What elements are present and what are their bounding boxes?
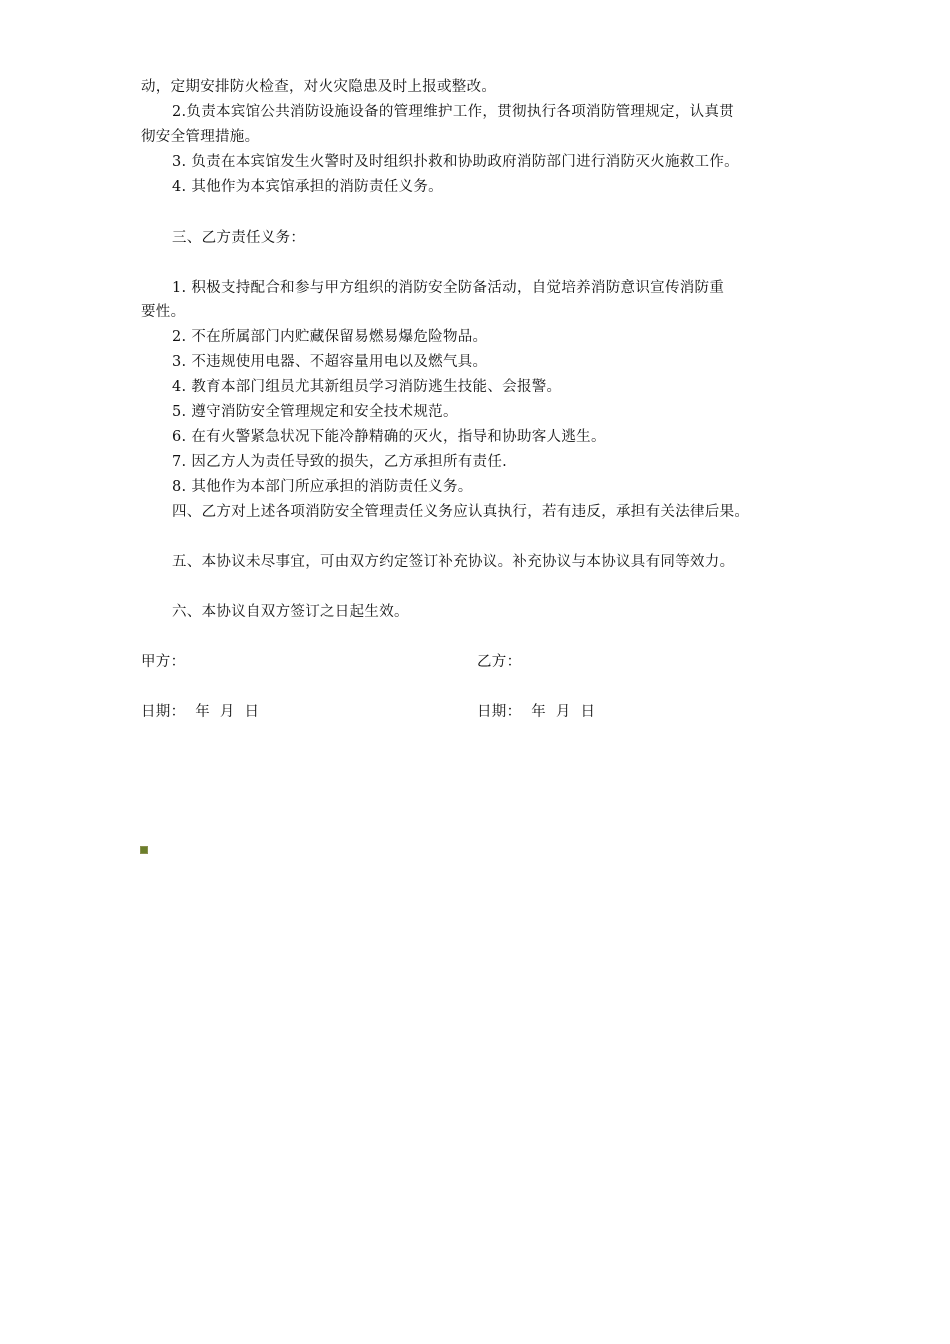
- duty-item-6: 6. 在有火警紧急状况下能冷静精确的灭火，指导和协助客人逃生。: [172, 429, 606, 445]
- date-right: 日期： 年 月 日: [477, 704, 596, 720]
- list-item-2-line-b: 彻安全管理措施。: [141, 129, 260, 145]
- paragraph-continuation: 动，定期安排防火检查，对火灾隐患及时上报或整改。: [141, 79, 497, 95]
- duty-item-4: 4. 教育本部门组员尤其新组员学习消防逃生技能、会报警。: [172, 379, 562, 395]
- party-b-label: 乙方：: [477, 654, 522, 670]
- section-five: 五、本协议未尽事宜，可由双方约定签订补充协议。补充协议与本协议具有同等效力。: [172, 554, 735, 570]
- duty-item-1-line-a: 1. 积极支持配合和参与甲方组织的消防安全防备活动，自觉培养消防意识宣传消防重: [172, 280, 725, 296]
- section-three-heading: 三、乙方责任义务：: [172, 230, 306, 246]
- small-marker-icon: [140, 846, 148, 854]
- duty-item-3: 3. 不违规使用电器、不超容量用电以及燃气具。: [172, 354, 488, 370]
- list-item-3: 3. 负责在本宾馆发生火警时及时组织扑救和协助政府消防部门进行消防灭火施救工作。: [172, 154, 739, 170]
- list-item-2-line-a: 2.负责本宾馆公共消防设施设备的管理维护工作，贯彻执行各项消防管理规定，认真贯: [172, 104, 735, 120]
- party-a-label: 甲方：: [141, 654, 186, 670]
- section-six: 六、本协议自双方签订之日起生效。: [172, 604, 409, 620]
- duty-item-2: 2. 不在所属部门内贮藏保留易燃易爆危险物品。: [172, 329, 488, 345]
- date-left: 日期： 年 月 日: [141, 704, 260, 720]
- list-item-4: 4. 其他作为本宾馆承担的消防责任义务。: [172, 179, 443, 195]
- duty-item-1-line-b: 要性。: [141, 304, 186, 320]
- duty-item-7: 7. 因乙方人为责任导致的损失，乙方承担所有责任.: [172, 454, 508, 470]
- duty-item-8: 8. 其他作为本部门所应承担的消防责任义务。: [172, 479, 473, 495]
- duty-item-5: 5. 遵守消防安全管理规定和安全技术规范。: [172, 404, 458, 420]
- section-four: 四、乙方对上述各项消防安全管理责任义务应认真执行，若有违反，承担有关法律后果。: [172, 504, 750, 520]
